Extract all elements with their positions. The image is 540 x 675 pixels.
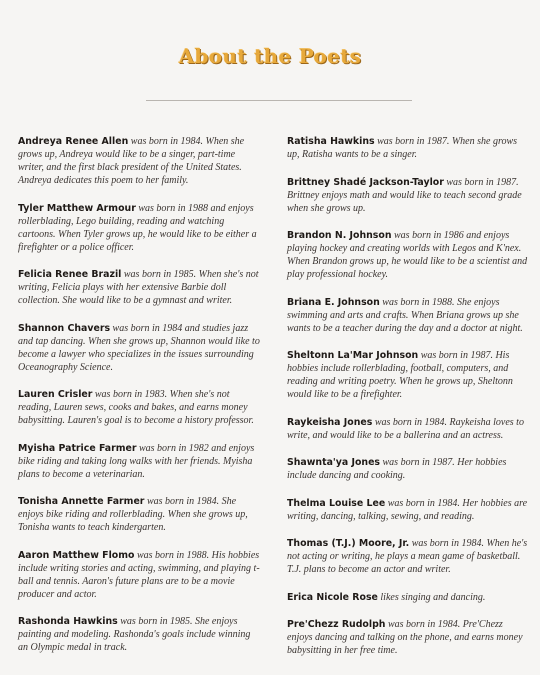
poet-name: Lauren Crisler	[18, 389, 93, 400]
poet-name: Shawnta'ya Jones	[287, 457, 381, 468]
poet-bio: was born in 1982 and enjoys bike riding and taking long walks with her friends. Myisha plans to become a veterinarian.	[18, 442, 255, 480]
poet-name: Shannon Chavers	[18, 322, 111, 334]
poet-entry	[287, 296, 530, 335]
poet-entry	[18, 268, 261, 307]
poet-bio: was born in 1983. When she's not reading, Lauren sews, cooks and bakes, and earns money babysitting. Lauren's goal is to become a history professor.	[18, 389, 254, 426]
poet-bio: was born in 1987. His hobbies include rollerblading, football, computers, and reading and writing poetry. When he grows up, Sheltonn would like to be a firefighter.	[287, 350, 513, 400]
poet-name: Felicia Renee Brazil	[18, 269, 122, 280]
poet-entry	[287, 618, 530, 657]
poet-entry	[18, 549, 261, 601]
poet-name: Rashonda Hawkins	[18, 616, 118, 627]
poet-entry	[287, 456, 530, 482]
poet-bio: was born in 1984 and studies jazz and tap dancing. When she grows up, Shannon would like to become a lawyer who specializes in the issues surrounding Oceanography Science.	[18, 322, 260, 373]
poet-bio: was born in 1984. Raykeisha loves to write, and would like to be a ballerina and an actress.	[287, 416, 524, 441]
poet-name: Ratisha Hawkins	[287, 136, 375, 147]
right-column	[287, 135, 530, 672]
poet-name: Raykeisha Jones	[287, 416, 373, 428]
poet-entry	[287, 537, 530, 576]
poet-name: Pre'Chezz Rudolph	[287, 619, 386, 630]
poet-entry	[18, 495, 261, 534]
poet-name: Thomas (T.J.) Moore, Jr.	[287, 538, 410, 549]
poet-bio: was born in 1984. When he's not acting or writing, he plays a mean game of basketball. T.J. plans to become an actor and writer.	[287, 538, 528, 575]
poet-name: Andreya Renee Allen	[18, 136, 129, 147]
poet-bio: was born in 1987. Her hobbies include dancing and cooking.	[287, 457, 507, 481]
poet-bio: was born in 1984. She enjoys bike riding and rollerblading. When she grows up, Tonisha wants to teach kindergarten.	[18, 496, 248, 533]
poet-entry	[287, 591, 530, 604]
poet-bio: was born in 1988. His hobbies include writing stories and acting, swimming, and playing t-ball and tennis. Aaron's future plans are to be a movie producer and actor.	[18, 549, 260, 600]
poet-bio: was born in 1987. When she grows up, Ratisha wants to be a singer.	[287, 136, 518, 160]
poet-entry	[287, 229, 530, 281]
poet-name: Myisha Patrice Farmer	[18, 442, 137, 454]
poet-name: Brandon N. Johnson	[287, 230, 392, 241]
poet-bio: was born in 1988 and enjoys rollerblading, Lego building, reading and watching cartoons. When Tyler grows up, he would like to be either a firefighter or a police officer.	[18, 202, 257, 253]
poet-entry	[287, 497, 530, 523]
poet-name: Briana E. Johnson	[287, 296, 380, 308]
poet-bio: was born in 1985. She enjoys painting and modeling. Rashonda's goals include winning an Olympic medal in track.	[18, 616, 251, 653]
poet-entry	[18, 442, 261, 481]
poet-bio: was born in 1984. Her hobbies are writing, dancing, talking, sewing, and reading.	[287, 497, 528, 522]
title-divider	[146, 100, 412, 101]
poet-name: Aaron Matthew Flomo	[18, 549, 135, 561]
poet-bio: likes singing and dancing.	[377, 591, 486, 603]
poet-bio: was born in 1988. She enjoys swimming and arts and crafts. When Briana grows up she wants to be a teacher during the day and a doctor at night.	[287, 296, 523, 334]
poet-name: Tyler Matthew Armour	[18, 202, 136, 214]
poet-bio: was born in 1984. When she grows up, Andreya would like to be a singer, part-time writer, and the first black president of the United States. Andreya dedicates this poem to her family.	[18, 136, 245, 186]
page-title: About the Poets	[178, 44, 362, 68]
poet-entry	[18, 202, 261, 254]
poet-bio: was born in 1987. Brittney enjoys math and would like to teach second grade when she grows up.	[287, 176, 522, 214]
poet-entry	[287, 349, 530, 401]
poet-entry	[287, 416, 530, 442]
poet-bio: was born in 1984. Pre'Chezz enjoys dancing and talking on the phone, and earns money babysitting in her free time.	[287, 619, 523, 656]
poet-bio: was born in 1985. When she's not writing, Felicia plays with her extensive Barbie doll collection. She would like to be a gymnast and writer.	[18, 269, 259, 306]
poet-entry	[18, 322, 261, 374]
poet-name: Sheltonn La'Mar Johnson	[287, 350, 419, 361]
poet-name: Brittney Shadé Jackson-Taylor	[287, 176, 444, 188]
poet-entry	[287, 176, 530, 215]
poet-name: Tonisha Annette Farmer	[18, 496, 145, 507]
poet-name: Thelma Louise Lee	[287, 497, 386, 509]
poet-bio: was born in 1986 and enjoys playing hockey and creating worlds with Legos and K'nex. When Brandon grows up, he would like to be a scientist and play professional hockey.	[287, 230, 528, 280]
poet-name: Erica Nicole Rose	[287, 591, 378, 603]
poet-entry	[18, 615, 261, 654]
poet-entry	[18, 388, 261, 427]
poet-entry	[18, 135, 261, 187]
poet-entry	[287, 135, 530, 161]
left-column	[18, 135, 261, 669]
